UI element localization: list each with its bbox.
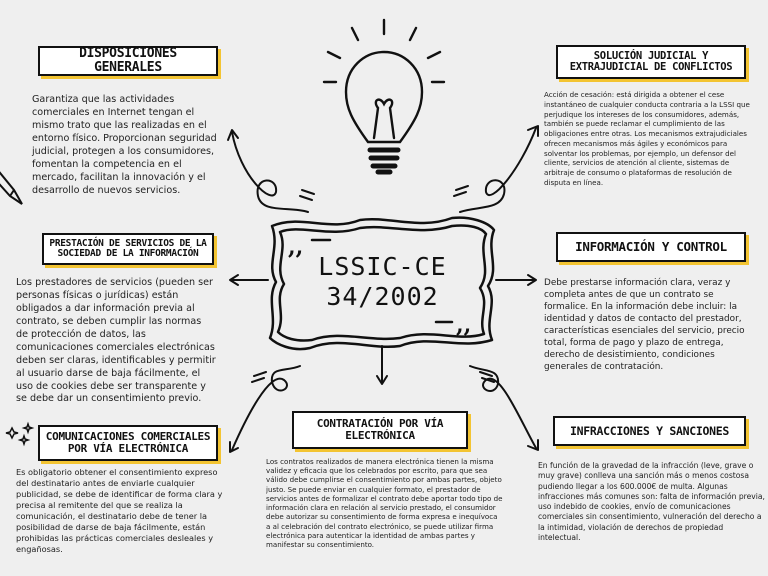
contratacion-title: CONTRATACIÓN POR VÍA ELECTRÓNICA — [316, 417, 444, 442]
infracciones-header — [553, 416, 746, 446]
prestacion-header — [42, 233, 214, 265]
solucion-header — [556, 45, 746, 79]
central-topic — [270, 222, 495, 342]
disposiciones-title: DISPOSICIONES GENERALES — [79, 46, 177, 75]
informacion-header — [556, 232, 746, 262]
comunicaciones-text: Es obligatorio obtener el consentimiento expreso del destinatario antes de enviarle cualquier publicidad, se debe de identificar de forma clara y precisa al remitente del que se realiza la comunicación, el destinatario debe de tener la posibilidad de darse de baja fácilmente, están prohibidas las prácticas comerciales desleales y engañosas. — [16, 467, 223, 555]
comunicaciones-title: COMUNICACIONES COMERCIALES POR VÍA ELECTRÓNICA — [45, 430, 211, 455]
informacion-title: INFORMACIÓN Y CONTROL — [575, 239, 727, 255]
infracciones-text: En función de la gravedad de la infracción (leve, grave o muy grave) conlleva una sanción más o menos costosa pudiendo llegar a los 600.000€ de multa. Algunas infracciones más comunes son: falta de información previa, uso indebido de cookies, envío de comunicaciones comerciales sin consentimiento, vulneración del derecho a la intimidad, violación de derechos de propiedad intelectual. — [538, 461, 765, 542]
svg-text:,,: ,, — [288, 234, 304, 260]
disposiciones-header — [38, 46, 218, 76]
contratacion-header — [292, 411, 468, 449]
lightbulb-icon — [324, 20, 444, 172]
prestacion-title: PRESTACIÓN DE SERVICIOS DE LA SOCIEDAD DE LA INFORMACIÓN — [49, 238, 207, 259]
central-title: LSSIC-CE 34/2002 — [318, 251, 447, 311]
informacion-text: Debe prestarse información clara, veraz y completa antes de que un contrato se formalice. En la información debe incluir: la identidad y datos de contacto del prestador, características esenciales del servicio, precio total, forma de pago y plazo de entrega, derecho de desistimiento, condiciones generales de contratación. — [544, 278, 745, 373]
comunicaciones-header — [38, 425, 218, 461]
prestacion-text: Los prestadores de servicios (pueden ser personas físicas o jurídicas) están obligados a dar información previa al contrato, se deben cumplir las normas de protección de datos, las comunicaciones comerciales electrónicas deben ser claras, identificables y permitir al usuario darse de baja fácilmente, el uso de cookies debe ser transparente y se debe dar un consentimiento previo. — [16, 277, 216, 405]
sparkle-icon — [6, 424, 32, 444]
contratacion-text: Los contratos realizados de manera electrónica tienen la misma validez y eficacia que los celebrados por escrito, para que sea válido debe cumplirse el consentimiento por ambas partes, objeto justo. Se puede enviar en cualquier formato, el prestador de servicios antes de formalizar el contrato debe aportar todo tipo de información clara en relación al servicio prestado, el consumidor debe autorizar su consentimiento de forma expresa e inequívoca a al celebración del contrato electrónico, se puede utilizar firma electrónica para autenticar la identidad de ambas partes y manifestar su consentimiento. — [266, 457, 503, 549]
solucion-text: Acción de cesación: está dirigida a obtener el cese instantáneo de cualquier conducta contraria a la LSSI que perjudique los intereses de los consumidores, además, también se puede reclamar el cumplimiento de las obligaciones entre otras. Los mecanismos extrajudiciales ofrecen mecanismos más ágiles y económicos para solventar los problemas, por ejemplo, un defensor del cliente, servicios de atención al cliente, sistemas de arbitraje de consumo o plataformas de resolución de disputa en línea. — [544, 90, 750, 188]
svg-text:,,: ,, — [456, 312, 472, 338]
infracciones-title: INFRACCIONES Y SANCIONES — [570, 423, 729, 438]
solucion-title: SOLUCIÓN JUDICIAL Y EXTRAJUDICIAL DE CONFLICTOS — [569, 49, 733, 73]
disposiciones-text: Garantiza que las actividades comerciales en Internet tengan el mismo trato que las realizadas en el entorno físico. Proporcionan seguridad judicial, protegen a los consumidores, fomentan la competencia en el mercado, facilitan la innovación y el desarrollo de nuevos servicios. — [32, 94, 217, 196]
pencil-icon — [0, 168, 22, 204]
